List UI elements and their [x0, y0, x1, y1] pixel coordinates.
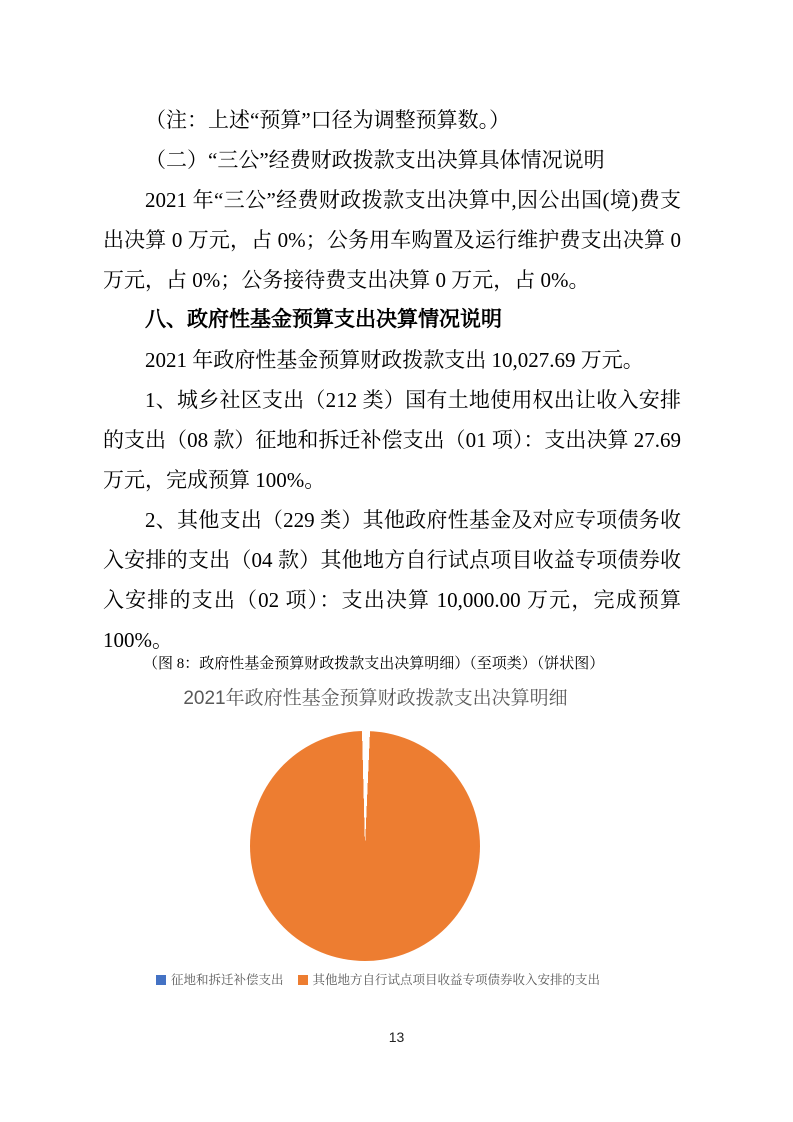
legend-item	[156, 970, 284, 990]
legend-swatch-blue-icon	[156, 975, 166, 985]
section-2-heading: （二）“三公”经费财政拨款支出决算具体情况说明	[145, 148, 605, 172]
pie-chart	[250, 731, 480, 961]
legend-label: 征地和拆迁补偿支出	[170, 973, 284, 987]
legend-item	[298, 970, 601, 990]
note-paragraph: （注：上述“预算”口径为调整预算数。）	[145, 108, 511, 132]
figure-caption: （图 8：政府性基金预算财政拨款支出决算明细）（至项类）（饼状图）	[143, 656, 605, 672]
document-text-block	[103, 100, 681, 660]
chart-legend	[103, 970, 653, 990]
item-2-paragraph: 2、其他支出（229 类）其他政府性基金及对应专项债务收入安排的支出（04 款）其他地方自行试点项目收益专项债券收入安排的支出（02 项）：支出决算 10,000.00 万元，完成预算 100%。	[103, 508, 681, 652]
item-1-paragraph: 1、城乡社区支出（212 类）国有土地使用权出让收入安排的支出（08 款）征地和拆迁补偿支出（01 项）：支出决算 27.69 万元，完成预算 100%。	[103, 388, 681, 492]
page-number: 13	[388, 1029, 405, 1045]
chart-title: 2021年政府性基金预算财政拨款支出决算明细	[183, 688, 568, 709]
sangong-paragraph: 2021 年“三公”经费财政拨款支出决算中,因公出国(境)费支出决算 0 万元，占 0%；公务用车购置及运行维护费支出决算 0 万元，占 0%；公务接待费支出决算 0 万元，占 0%。	[103, 188, 681, 292]
fund-total-paragraph: 2021 年政府性基金预算财政拨款支出 10,027.69 万元。	[145, 348, 644, 372]
legend-swatch-orange-icon	[298, 975, 308, 985]
legend-label: 其他地方自行试点项目收益专项债券收入安排的支出	[312, 973, 601, 987]
section-8-heading: 八、政府性基金预算支出决算情况说明	[145, 308, 502, 331]
